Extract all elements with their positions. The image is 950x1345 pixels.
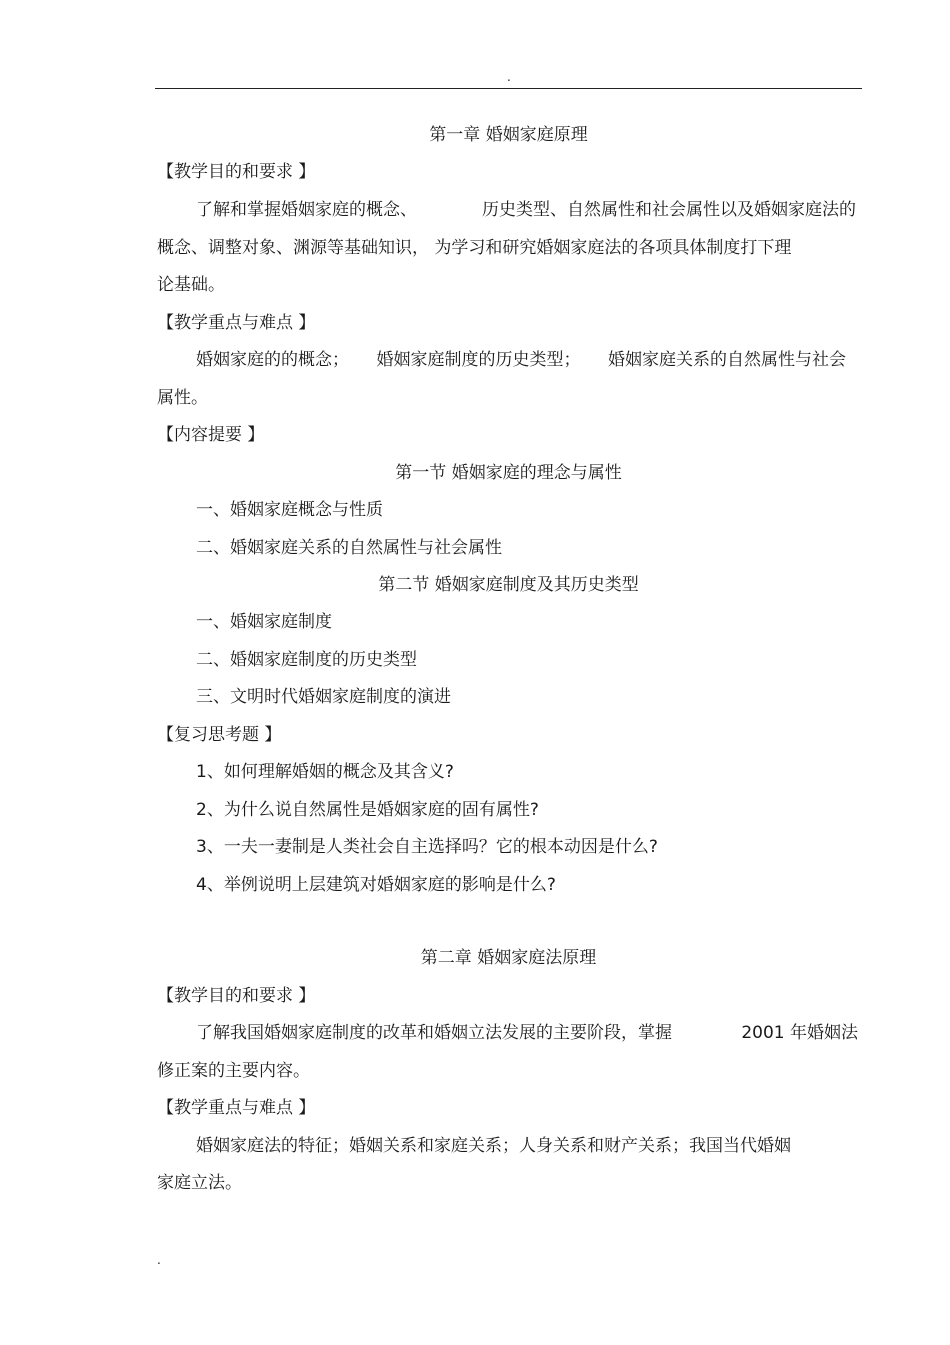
chapter-2-goals-heading: 【教学目的和要求 】	[157, 986, 316, 1006]
section-1-item: 一、婚姻家庭概念与性质	[196, 500, 383, 520]
chapter-2-key-line-1: 婚姻家庭法的特征；婚姻关系和家庭关系；人身关系和财产关系；我国当代婚姻	[196, 1136, 791, 1156]
section-2-item: 三、文明时代婚姻家庭制度的演进	[196, 687, 451, 707]
section-2-title: 第二节 婚姻家庭制度及其历史类型	[378, 575, 639, 595]
header-mark: .	[507, 70, 511, 84]
section-1-item: 二、婚姻家庭关系的自然属性与社会属性	[196, 538, 502, 558]
chapter-2-key-line-2: 家庭立法。	[157, 1173, 242, 1193]
review-question: 2、为什么说自然属性是婚姻家庭的固有属性?	[196, 800, 539, 820]
chapter-2-key-heading: 【教学重点与难点 】	[157, 1098, 316, 1118]
chapter-1-review-heading: 【复习思考题 】	[157, 725, 282, 745]
chapter-1-goals-line-1-part-a: 了解和掌握婚姻家庭的概念、	[196, 200, 417, 220]
chapter-1-goals-line-1-part-b: 历史类型、自然属性和社会属性以及婚姻家庭法的	[482, 200, 856, 220]
section-1-title: 第一节 婚姻家庭的理念与属性	[395, 463, 622, 483]
chapter-1-goals-line-2: 概念、调整对象、渊源等基础知识， 为学习和研究婚姻家庭法的各项具体制度打下理	[157, 238, 792, 258]
chapter-1-outline-heading: 【内容提要 】	[157, 425, 265, 445]
chapter-2-goals-line-2: 修正案的主要内容。	[157, 1061, 310, 1081]
chapter-1-key-line-1-part-a: 婚姻家庭的的概念；	[196, 350, 349, 370]
review-question: 4、举例说明上层建筑对婚姻家庭的影响是什么?	[196, 875, 556, 895]
chapter-2-goals-line-1	[196, 1021, 858, 1045]
chapter-1-key-line-1	[196, 348, 846, 372]
chapter-1-key-heading: 【教学重点与难点 】	[157, 313, 316, 333]
header-rule	[155, 88, 862, 89]
chapter-1-key-line-2: 属性。	[157, 388, 208, 408]
chapter-2-goals-line-1-part-b: 2001 年婚姻法	[741, 1023, 858, 1043]
chapter-2-title: 第二章 婚姻家庭法原理	[420, 948, 597, 968]
chapter-1-title: 第一章 婚姻家庭原理	[429, 125, 588, 145]
review-question: 3、一夫一妻制是人类社会自主选择吗？它的根本动因是什么?	[196, 837, 658, 857]
chapter-1-goals-line-1	[196, 198, 856, 222]
section-2-item: 一、婚姻家庭制度	[196, 612, 332, 632]
review-question: 1、如何理解婚姻的概念及其含义?	[196, 762, 454, 782]
chapter-2-goals-line-1-part-a: 了解我国婚姻家庭制度的改革和婚姻立法发展的主要阶段，掌握	[196, 1023, 672, 1043]
chapter-1-key-line-1-part-b: 婚姻家庭制度的历史类型；	[376, 350, 581, 370]
footer-mark: .	[157, 1253, 161, 1267]
section-2-item: 二、婚姻家庭制度的历史类型	[196, 650, 417, 670]
chapter-1-key-line-1-part-c: 婚姻家庭关系的自然属性与社会	[608, 350, 846, 370]
chapter-1-goals-heading: 【教学目的和要求 】	[157, 162, 316, 182]
chapter-1-goals-line-3: 论基础。	[157, 275, 225, 295]
